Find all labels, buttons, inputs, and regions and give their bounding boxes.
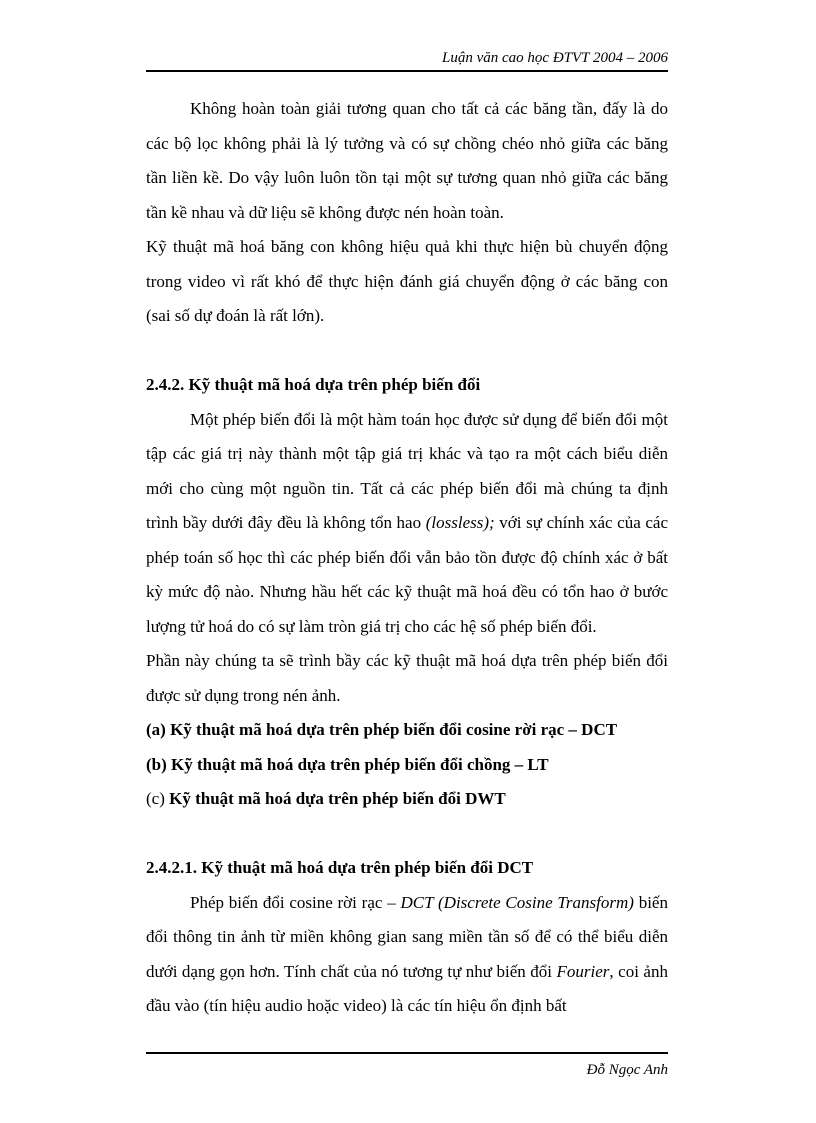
term-fourier: Fourier	[556, 961, 610, 981]
paragraph-transform-definition	[146, 403, 668, 645]
list-item-prefix: (c)	[146, 789, 170, 808]
paragraph-correlation: Không hoàn toàn giải tương quan cho tất cả các băng tần, đấy là do các bộ lọc không phải là lý tưởng và có sự chồng chéo nhỏ giữa các băng tần liền kề. Do vậy luôn luôn tồn tại một sự tương quan nhỏ giữa các băng tần kề nhau và dữ liệu sẽ không được nén hoàn toàn.	[146, 99, 668, 222]
page-footer	[146, 1052, 668, 1080]
list-item-dwt-text: Kỹ thuật mã hoá dựa trên phép biến đổi DWT	[169, 789, 506, 808]
list-item-dct: (a) Kỹ thuật mã hoá dựa trên phép biến đổi cosine rời rạc – DCT	[146, 720, 618, 739]
header-title: Luận văn cao học ĐTVT 2004 – 2006	[442, 50, 668, 66]
section-heading-2-4-2-1: 2.4.2.1. Kỹ thuật mã hoá dựa trên phép biến đổi DCT	[146, 858, 534, 877]
page-header	[146, 48, 668, 72]
page-body	[146, 92, 668, 1024]
list-item-lt: (b) Kỹ thuật mã hoá dựa trên phép biến đổi chồng – LT	[146, 754, 549, 774]
paragraph-subband-motion: Kỹ thuật mã hoá băng con không hiệu quả khi thực hiện bù chuyển động trong video vì rất khó để thực hiện đánh giá chuyển động ở các băng con (sai số dự đoán là rất lớn).	[146, 237, 668, 325]
term-dct: DCT (Discrete Cosine Transform)	[400, 892, 634, 912]
text-span: , coi ảnh đầu vào (tín hiệu audio hoặc video) là các tín hiệu ổn định bất	[146, 961, 668, 1015]
paragraph-transform-intro: Phần này chúng ta sẽ trình bầy các kỹ thuật mã hoá dựa trên phép biến đổi được sử dụng trong nén ảnh.	[146, 651, 668, 705]
text-span: với sự chính xác của các phép toán số học thì các phép biến đổi vẫn bảo tồn được độ chính xác ở bất kỳ mức độ nào. Nhưng hầu hết các kỹ thuật mã hoá đều có tổn hao ở bước lượng tử hoá do có sự làm tròn giá trị cho các hệ số phép biến đổi.	[146, 513, 668, 636]
list-item-dwt	[146, 782, 668, 817]
section-heading-2-4-2: 2.4.2. Kỹ thuật mã hoá dựa trên phép biến đổi	[146, 375, 481, 394]
text-span: Phép biến đổi cosine rời rạc –	[190, 892, 401, 912]
term-lossless: (lossless);	[425, 513, 495, 532]
text-span: Một phép biến đổi là một hàm toán học được sử dụng để biến đổi một tập các giá trị này thành một tập giá trị khác và tạo ra một cách biểu diễn mới cho cùng một nguồn tin. Tất cả các phép biến đổi mà chúng ta định trình bầy dưới đây đều là không tổn hao	[146, 409, 668, 532]
paragraph-dct-description	[146, 886, 668, 1024]
footer-author: Đỗ Ngọc Anh	[586, 1062, 668, 1078]
text-span: biến đổi thông tin ảnh từ miền không gian sang miền tần số để có thể biểu diễn dưới dạng gọn hơn. Tính chất của nó tương tự như biến đổi	[146, 892, 668, 981]
